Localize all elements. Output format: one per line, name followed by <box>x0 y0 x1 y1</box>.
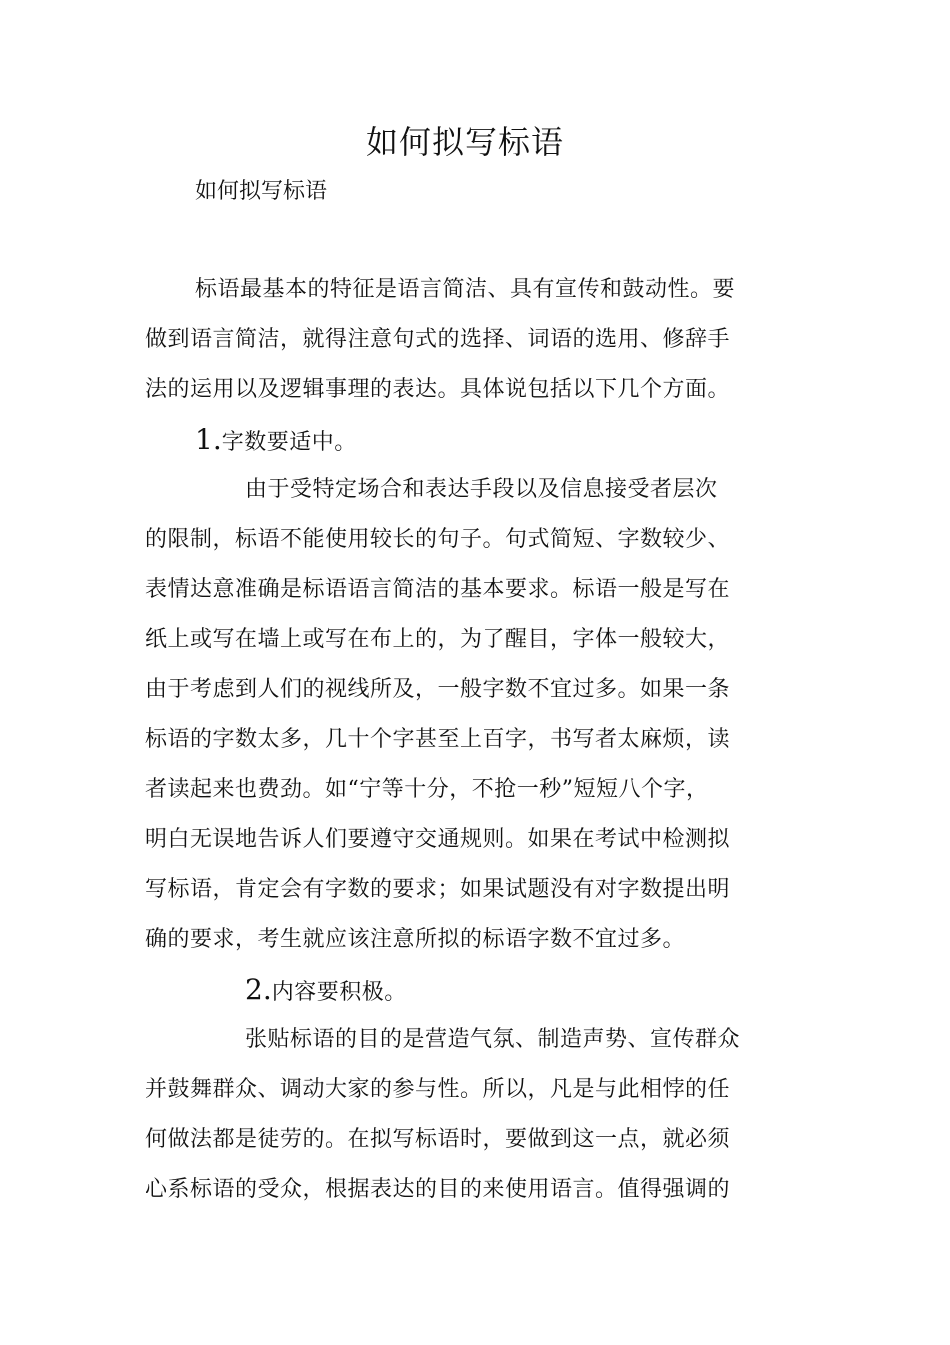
paragraph-line: 心系标语的受众，根据表达的目的来使用语言。值得强调的 <box>145 1177 731 1202</box>
paragraph-line: 标语的字数太多，几十个字甚至上百字，书写者太麻烦，读 <box>145 727 731 752</box>
paragraph-line: 的限制，标语不能使用较长的句子。句式简短、字数较少、 <box>145 527 731 552</box>
paragraph-line: 法的运用以及逻辑事理的表达。具体说包括以下几个方面。 <box>145 377 731 402</box>
section-number: 1. <box>195 423 222 456</box>
document-subtitle: 如何拟写标语 <box>195 179 328 204</box>
paragraph-line: 由于考虑到人们的视线所及，一般字数不宜过多。如果一条 <box>145 677 731 702</box>
paragraph-line: 纸上或写在墙上或写在布上的，为了醒目，字体一般较大， <box>145 627 731 652</box>
paragraph-line: 表情达意准确是标语语言简洁的基本要求。标语一般是写在 <box>145 577 731 602</box>
paragraph-line: 明白无误地告诉人们要遵守交通规则。如果在考试中检测拟 <box>145 827 731 852</box>
paragraph-line: 张贴标语的目的是营造气氛、制造声势、宣传群众 <box>245 1027 741 1052</box>
section-heading-1 <box>195 424 357 459</box>
section-number: 2. <box>245 973 272 1006</box>
section-heading-text: 字数要适中。 <box>221 430 357 455</box>
document-title: 如何拟写标语 <box>365 123 564 161</box>
section-heading-text: 内容要积极。 <box>271 980 407 1005</box>
paragraph-line: 何做法都是徒劳的。在拟写标语时，要做到这一点，就必须 <box>145 1127 731 1152</box>
paragraph-line: 做到语言简洁，就得注意句式的选择、词语的选用、修辞手 <box>145 327 731 352</box>
paragraph-line: 标语最基本的特征是语言简洁、具有宣传和鼓动性。要 <box>195 277 736 302</box>
paragraph-line: 者读起来也费劲。如“宁等十分，不抢一秒”短短八个字， <box>145 777 709 802</box>
paragraph-line: 由于受特定场合和表达手段以及信息接受者层次 <box>245 477 718 502</box>
paragraph-line: 并鼓舞群众、调动大家的参与性。所以，凡是与此相悖的任 <box>145 1077 731 1102</box>
paragraph-line: 确的要求，考生就应该注意所拟的标语字数不宜过多。 <box>145 927 686 952</box>
section-heading-2 <box>245 974 407 1009</box>
paragraph-line: 写标语，肯定会有字数的要求；如果试题没有对字数提出明 <box>145 877 731 902</box>
